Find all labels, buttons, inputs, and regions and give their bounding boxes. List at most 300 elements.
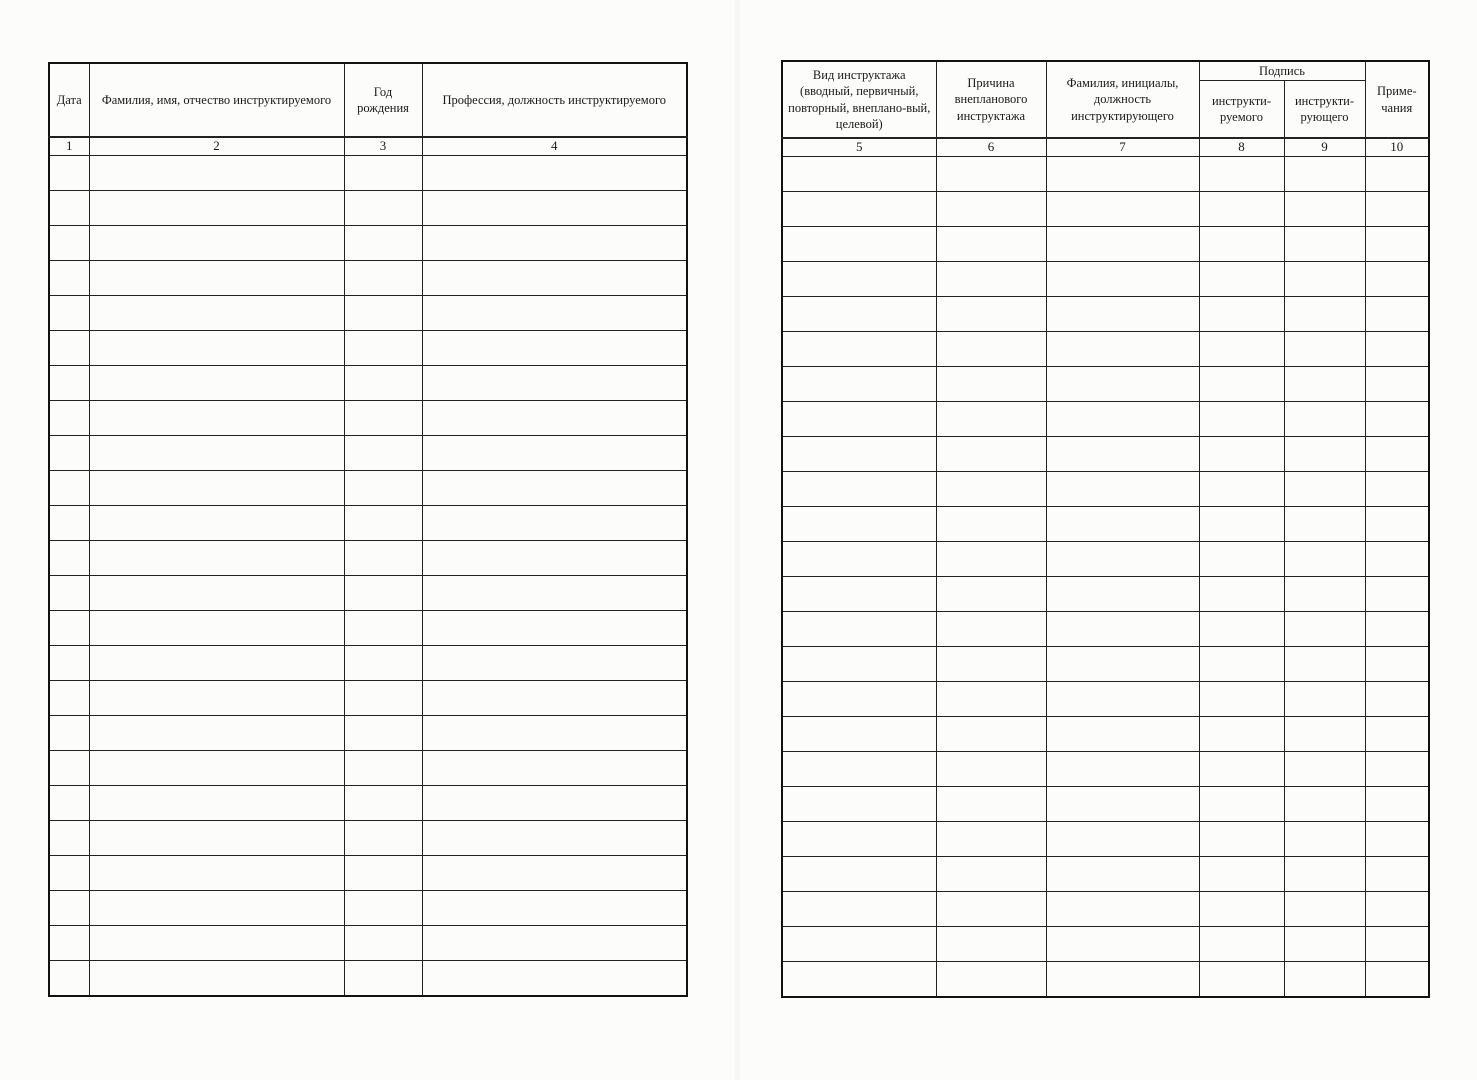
table-cell (89, 680, 344, 715)
table-cell (1365, 506, 1429, 541)
table-cell (89, 470, 344, 505)
table-cell (49, 960, 89, 996)
table-cell (89, 155, 344, 190)
table-cell (1199, 611, 1284, 646)
table-cell (422, 190, 687, 225)
table-cell (1284, 891, 1365, 926)
table-cell (1046, 681, 1199, 716)
table-cell (49, 470, 89, 505)
table-cell (936, 436, 1046, 471)
table-cell (422, 855, 687, 890)
table-cell (782, 436, 936, 471)
table-row (782, 156, 1429, 191)
table-cell (344, 750, 422, 785)
table-row (49, 785, 687, 820)
table-cell (1199, 541, 1284, 576)
header-briefing-type: Вид инструктажа (вводный, первичный, повторный, внеплано-вый, целевой) (782, 61, 936, 138)
table-cell (1365, 541, 1429, 576)
table-cell (344, 190, 422, 225)
table-cell (782, 926, 936, 961)
table-cell (782, 646, 936, 681)
table-cell (344, 365, 422, 400)
table-cell (1199, 226, 1284, 261)
table-cell (344, 435, 422, 470)
table-row (49, 155, 687, 190)
table-cell (422, 750, 687, 785)
header-unscheduled-reason: Причина внепланового инструктажа (936, 61, 1046, 138)
table-cell (49, 155, 89, 190)
table-row (782, 401, 1429, 436)
table-cell (782, 611, 936, 646)
table-cell (49, 330, 89, 365)
table-cell (89, 400, 344, 435)
table-row (49, 295, 687, 330)
table-cell (1046, 331, 1199, 366)
table-cell (1284, 331, 1365, 366)
table-row (49, 820, 687, 855)
table-row (782, 891, 1429, 926)
table-row (782, 786, 1429, 821)
table-cell (89, 575, 344, 610)
table-cell (1284, 261, 1365, 296)
table-cell (936, 191, 1046, 226)
table-cell (936, 681, 1046, 716)
table-cell (344, 225, 422, 260)
blank-rows-left (49, 155, 687, 996)
table-cell (1284, 856, 1365, 891)
table-cell (1199, 786, 1284, 821)
table-cell (422, 925, 687, 960)
table-cell (89, 750, 344, 785)
column-number: 5 (782, 138, 936, 156)
table-row (782, 576, 1429, 611)
table-cell (1365, 156, 1429, 191)
header-notes: Приме-чания (1365, 61, 1429, 138)
table-cell (49, 785, 89, 820)
table-cell (422, 295, 687, 330)
table-cell (344, 295, 422, 330)
table-cell (936, 961, 1046, 997)
table-cell (1046, 961, 1199, 997)
table-cell (89, 505, 344, 540)
table-cell (1365, 576, 1429, 611)
header-signature-trainee: инструкти-руемого (1199, 81, 1284, 139)
table-cell (936, 751, 1046, 786)
table-cell (1284, 541, 1365, 576)
table-row (782, 366, 1429, 401)
table-cell (1199, 681, 1284, 716)
table-row (782, 751, 1429, 786)
table-cell (1199, 856, 1284, 891)
table-cell (1046, 646, 1199, 681)
table-cell (936, 401, 1046, 436)
header-signature: Подпись (1199, 61, 1365, 81)
table-cell (1199, 366, 1284, 401)
table-cell (1365, 611, 1429, 646)
table-row (49, 365, 687, 400)
table-cell (936, 471, 1046, 506)
column-number: 2 (89, 137, 344, 155)
table-cell (1046, 821, 1199, 856)
table-cell (344, 855, 422, 890)
table-row (49, 750, 687, 785)
table-cell (1046, 366, 1199, 401)
table-cell (49, 365, 89, 400)
table-cell (1284, 576, 1365, 611)
table-cell (1199, 821, 1284, 856)
table-cell (1365, 471, 1429, 506)
table-cell (1046, 506, 1199, 541)
table-cell (1046, 716, 1199, 751)
table-cell (1046, 471, 1199, 506)
table-cell (49, 890, 89, 925)
table-cell (936, 926, 1046, 961)
table-cell (1046, 611, 1199, 646)
table-cell (1365, 891, 1429, 926)
table-cell (344, 960, 422, 996)
right-page (740, 0, 1477, 1080)
table-cell (1365, 751, 1429, 786)
table-cell (1199, 156, 1284, 191)
table-cell (1284, 961, 1365, 997)
table-cell (422, 575, 687, 610)
table-cell (1199, 751, 1284, 786)
table-cell (1284, 751, 1365, 786)
table-cell (1199, 296, 1284, 331)
table-cell (936, 156, 1046, 191)
table-cell (89, 435, 344, 470)
table-cell (1284, 506, 1365, 541)
table-cell (936, 646, 1046, 681)
table-row (49, 715, 687, 750)
table-row (782, 191, 1429, 226)
table-cell (1046, 541, 1199, 576)
table-cell (1199, 261, 1284, 296)
table-cell (49, 505, 89, 540)
table-cell (1284, 401, 1365, 436)
column-number: 1 (49, 137, 89, 155)
table-cell (49, 855, 89, 890)
table-cell (782, 506, 936, 541)
table-cell (1199, 961, 1284, 997)
table-cell (422, 645, 687, 680)
table-cell (49, 190, 89, 225)
briefing-log-table-left (48, 62, 688, 997)
table-cell (49, 925, 89, 960)
table-cell (1284, 786, 1365, 821)
table-cell (49, 435, 89, 470)
table-cell (782, 681, 936, 716)
table-cell (782, 751, 936, 786)
briefing-log-table-right (781, 60, 1430, 998)
table-cell (1284, 611, 1365, 646)
table-cell (344, 155, 422, 190)
table-row (49, 400, 687, 435)
table-cell (936, 786, 1046, 821)
table-cell (1046, 401, 1199, 436)
column-number: 9 (1284, 138, 1365, 156)
blank-rows-right (782, 156, 1429, 997)
table-row (782, 296, 1429, 331)
table-row (782, 926, 1429, 961)
table-cell (344, 540, 422, 575)
table-row (782, 961, 1429, 997)
table-cell (1199, 436, 1284, 471)
table-cell (1046, 261, 1199, 296)
table-cell (1284, 191, 1365, 226)
table-cell (89, 925, 344, 960)
column-number: 4 (422, 137, 687, 155)
header-date: Дата (49, 63, 89, 137)
table-row (49, 680, 687, 715)
table-cell (782, 366, 936, 401)
table-cell (1199, 331, 1284, 366)
table-cell (1365, 261, 1429, 296)
table-cell (49, 645, 89, 680)
table-cell (1046, 786, 1199, 821)
table-cell (422, 715, 687, 750)
table-cell (89, 855, 344, 890)
table-cell (422, 785, 687, 820)
table-cell (1284, 926, 1365, 961)
table-row (782, 716, 1429, 751)
table-cell (49, 225, 89, 260)
left-page (0, 0, 735, 1080)
table-cell (1199, 716, 1284, 751)
table-cell (782, 716, 936, 751)
table-cell (782, 541, 936, 576)
table-cell (936, 891, 1046, 926)
header-profession: Профессия, должность инструктируемого (422, 63, 687, 137)
table-cell (1199, 646, 1284, 681)
table-cell (1365, 681, 1429, 716)
column-number: 7 (1046, 138, 1199, 156)
table-cell (1046, 751, 1199, 786)
table-cell (1284, 716, 1365, 751)
table-cell (1284, 471, 1365, 506)
table-row (49, 925, 687, 960)
table-row (49, 470, 687, 505)
table-cell (422, 960, 687, 996)
table-cell (1046, 891, 1199, 926)
table-cell (936, 611, 1046, 646)
table-row (782, 541, 1429, 576)
table-cell (344, 925, 422, 960)
table-cell (344, 785, 422, 820)
table-cell (422, 890, 687, 925)
table-cell (1046, 576, 1199, 611)
table-row (49, 190, 687, 225)
table-cell (89, 330, 344, 365)
table-row (49, 435, 687, 470)
table-cell (344, 330, 422, 365)
header-row (782, 61, 1429, 81)
table-row (49, 260, 687, 295)
table-cell (344, 820, 422, 855)
table-cell (1365, 401, 1429, 436)
table-cell (782, 191, 936, 226)
table-cell (1046, 296, 1199, 331)
table-cell (49, 540, 89, 575)
table-row (782, 226, 1429, 261)
table-cell (344, 610, 422, 645)
table-cell (936, 296, 1046, 331)
table-cell (344, 470, 422, 505)
table-cell (422, 365, 687, 400)
table-cell (1365, 191, 1429, 226)
table-cell (1365, 366, 1429, 401)
table-row (782, 611, 1429, 646)
table-cell (1365, 331, 1429, 366)
table-cell (782, 786, 936, 821)
table-cell (936, 366, 1046, 401)
table-cell (1284, 436, 1365, 471)
table-cell (1365, 786, 1429, 821)
table-cell (89, 295, 344, 330)
table-row (782, 646, 1429, 681)
table-cell (422, 820, 687, 855)
table-row (782, 261, 1429, 296)
table-cell (89, 190, 344, 225)
table-cell (1365, 226, 1429, 261)
table-cell (1284, 156, 1365, 191)
table-cell (782, 296, 936, 331)
table-cell (89, 365, 344, 400)
table-cell (1046, 191, 1199, 226)
table-cell (782, 891, 936, 926)
table-cell (422, 680, 687, 715)
table-cell (89, 610, 344, 645)
table-row (782, 436, 1429, 471)
table-cell (1284, 681, 1365, 716)
table-cell (89, 260, 344, 295)
table-cell (1365, 961, 1429, 997)
table-cell (782, 226, 936, 261)
table-cell (344, 400, 422, 435)
table-cell (1199, 401, 1284, 436)
table-cell (1284, 821, 1365, 856)
table-cell (344, 890, 422, 925)
table-cell (422, 260, 687, 295)
table-cell (936, 506, 1046, 541)
table-cell (49, 400, 89, 435)
column-number: 8 (1199, 138, 1284, 156)
table-cell (49, 715, 89, 750)
table-cell (89, 540, 344, 575)
table-row (782, 506, 1429, 541)
table-cell (936, 716, 1046, 751)
column-number-row (49, 137, 687, 155)
table-cell (1046, 436, 1199, 471)
table-cell (1284, 646, 1365, 681)
table-cell (344, 645, 422, 680)
table-cell (89, 890, 344, 925)
column-number: 10 (1365, 138, 1429, 156)
table-cell (1365, 821, 1429, 856)
table-row (782, 856, 1429, 891)
table-cell (936, 576, 1046, 611)
table-cell (1284, 296, 1365, 331)
table-cell (422, 540, 687, 575)
table-cell (422, 470, 687, 505)
table-cell (1365, 436, 1429, 471)
table-cell (782, 401, 936, 436)
table-row (49, 610, 687, 645)
table-cell (1365, 716, 1429, 751)
table-cell (49, 750, 89, 785)
table-cell (344, 715, 422, 750)
table-cell (1199, 471, 1284, 506)
table-cell (1365, 856, 1429, 891)
table-row (782, 331, 1429, 366)
header-signature-instructor: инструкти-рующего (1284, 81, 1365, 139)
table-cell (936, 856, 1046, 891)
table-cell (344, 575, 422, 610)
table-cell (1365, 296, 1429, 331)
table-row (49, 855, 687, 890)
column-number: 3 (344, 137, 422, 155)
table-row (49, 890, 687, 925)
table-cell (1284, 366, 1365, 401)
header-birth-year: Год рождения (344, 63, 422, 137)
table-cell (89, 960, 344, 996)
table-cell (89, 785, 344, 820)
table-cell (49, 575, 89, 610)
table-row (49, 225, 687, 260)
table-cell (936, 226, 1046, 261)
table-cell (1365, 926, 1429, 961)
table-cell (782, 961, 936, 997)
table-cell (1199, 891, 1284, 926)
table-cell (1199, 576, 1284, 611)
table-cell (1199, 506, 1284, 541)
column-number: 6 (936, 138, 1046, 156)
table-cell (782, 856, 936, 891)
table-row (49, 575, 687, 610)
table-cell (936, 261, 1046, 296)
header-row (49, 63, 687, 137)
table-cell (49, 820, 89, 855)
table-cell (936, 331, 1046, 366)
column-number-row (782, 138, 1429, 156)
table-cell (422, 400, 687, 435)
table-row (782, 821, 1429, 856)
table-row (49, 505, 687, 540)
table-cell (49, 260, 89, 295)
table-cell (1199, 191, 1284, 226)
table-cell (1046, 926, 1199, 961)
table-cell (1284, 226, 1365, 261)
table-cell (1046, 856, 1199, 891)
header-instructor: Фамилия, инициалы, должность инструктирующего (1046, 61, 1199, 138)
table-cell (89, 225, 344, 260)
table-cell (936, 821, 1046, 856)
table-cell (422, 610, 687, 645)
table-cell (936, 541, 1046, 576)
table-cell (782, 821, 936, 856)
table-cell (89, 820, 344, 855)
table-row (49, 540, 687, 575)
table-cell (782, 576, 936, 611)
table-cell (89, 645, 344, 680)
table-cell (422, 155, 687, 190)
table-cell (49, 610, 89, 645)
table-cell (782, 156, 936, 191)
header-full-name: Фамилия, имя, отчество инструктируемого (89, 63, 344, 137)
table-cell (344, 680, 422, 715)
table-cell (1199, 926, 1284, 961)
table-cell (344, 505, 422, 540)
